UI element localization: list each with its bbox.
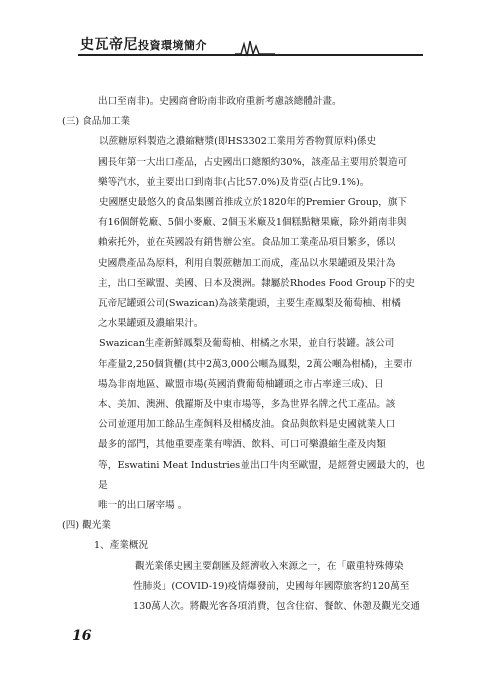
paragraph-line: 130萬人次。將觀光客各項消費，包含住宿、餐飲、休憩及觀光交通 (133, 601, 420, 613)
paragraph-line: 有16個餅乾廠、5個小麥廠、2個玉米廠及1個糕點糖果廠，除外銷南非與 (98, 217, 407, 229)
subsection-heading-1: 1、產業概況 (94, 540, 149, 552)
paragraph-line: 本、美加、澳洲、俄羅斯及中東市場等，多為世界名牌之代工產品。該 (98, 399, 396, 411)
paragraph-line: 場為非南地區、歐盟市場(英國消費葡萄柚罐頭之市占率達三成)、日 (98, 378, 384, 390)
paragraph-line: 史國農產品為原料，利用自製蔗糖加工而成，產品以水果罐頭及果汁為 (98, 257, 396, 269)
paragraph-line: 觀光業係史國主要創匯及經濟收入來源之一，在「嚴重特殊傳染 (135, 560, 404, 572)
paragraph-line: 史國歷史最悠久的食品集團首推成立於1820年的Premier Group，旗下 (99, 197, 408, 209)
paragraph-line: 國長年第一大出口產品，占史國出口總額約30%，該產品主要用於製造可 (98, 156, 408, 168)
header-title-sub: 投資環境簡介 (138, 39, 207, 52)
paragraph-line: 唯一的出口屠宰場 。 (98, 500, 188, 512)
section-heading-3: (三) 食品加工業 (62, 116, 131, 128)
paragraph-line: 最多的部門，其他重要產業有啤酒、飲料、可口可樂濃縮生產及肉類 (98, 439, 386, 451)
paragraph-line: 主，出口至歐盟、美國、日本及澳洲。隸屬於Rhodes Food Group下的史 (98, 277, 415, 289)
paragraph-line: 樂等汽水，並主要出口到南非(占比57.0%)及肯亞(占比9.1%)。 (98, 176, 370, 188)
paragraph-line: Swazican生產新鮮鳳梨及葡萄柚、柑橘之水果，並自行裝罐。該公司 (99, 338, 395, 350)
header-title-main: 史瓦帝尼 (80, 37, 138, 53)
paragraph-line: 公司並運用加工餘品生產飼料及柑橘皮油。食品與飲料是史國就業人口 (98, 419, 396, 431)
text-line: 出口至南非)。史國商會盼南非政府重新考慮該總體計畫。 (98, 96, 342, 107)
page-number: 16 (72, 628, 92, 644)
paragraph-line: 性肺炎」(COVID-19)疫情爆發前，史國每年國際旅客約120萬至 (133, 580, 410, 592)
body-text (62, 92, 425, 617)
paragraph-line: 以蔗糖原料製造之濃縮糖漿(即HS3302工業用芳香物質原料)係史 (99, 136, 377, 148)
header-title (80, 34, 207, 54)
paragraph-line: 年產量2,250個貨櫃(其中2萬3,000公噸為鳳梨，2萬公噸為柑橘)，主要市 (98, 358, 413, 370)
section-heading-4: (四) 觀光業 (62, 520, 111, 532)
header-rule (78, 54, 423, 56)
paragraph-line: 等，Eswatini Meat Industries並出口牛肉至歐盟，是經營史國最大的，也是 (98, 459, 425, 491)
paragraph-line: 之水果罐頭及濃縮果汁。 (98, 318, 204, 330)
paragraph-line: 賴索托外，並在英國設有銷售辦公室。食品加工業產品項目繁多，係以 (98, 237, 396, 249)
paragraph-line: 瓦帝尼罐頭公司(Swazican)為該業龍頭，主要生產鳳梨及葡萄柚、柑橘 (98, 298, 401, 310)
